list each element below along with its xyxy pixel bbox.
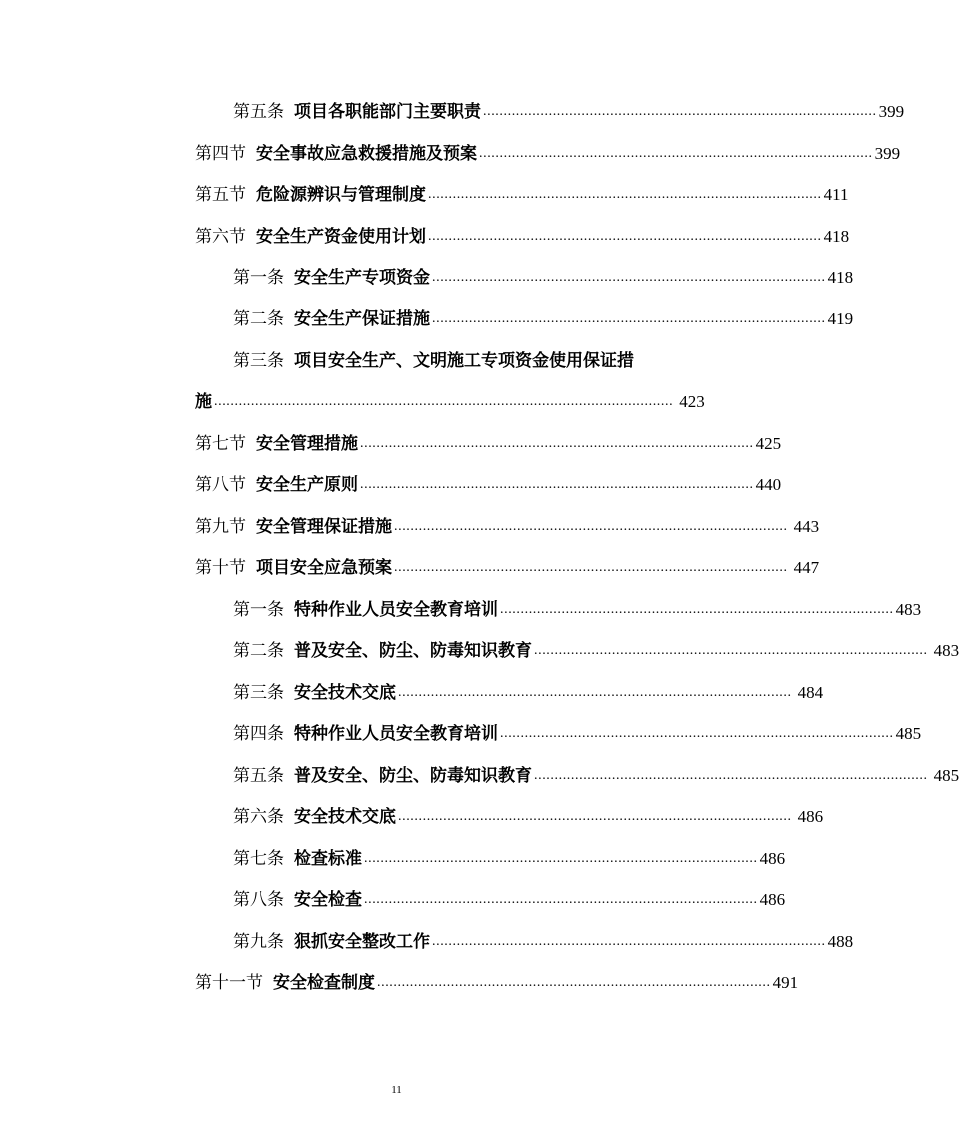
toc-entry-title: 安全生产资金使用计划 xyxy=(256,227,426,247)
toc-entry-title: 安全生产原则 xyxy=(256,475,358,495)
toc-entry-number: 第二条 xyxy=(233,309,284,329)
toc-entry[interactable] xyxy=(195,220,850,248)
dot-leader: ................................................................................................ xyxy=(364,892,758,907)
toc-entry-title: 项目安全应急预案 xyxy=(256,558,392,578)
dot-leader: ................................................................................................ xyxy=(500,726,894,741)
toc-entry[interactable] xyxy=(233,883,786,911)
toc-entry[interactable] xyxy=(195,468,782,496)
dot-leader: ................................................................................................................ xyxy=(214,394,674,409)
toc-entry[interactable] xyxy=(233,634,959,662)
toc-entry[interactable] xyxy=(195,178,849,206)
dot-leader: ................................................................................................ xyxy=(360,477,754,492)
dot-leader: ................................................................................................ xyxy=(483,104,877,119)
toc-entry-page: 483 xyxy=(895,600,922,619)
toc-entry-page: 488 xyxy=(827,932,854,951)
toc-entry-page: 425 xyxy=(755,434,782,453)
toc-entry-title: 危险源辨识与管理制度 xyxy=(256,185,426,205)
toc-entry-title: 安全技术交底 xyxy=(294,807,396,827)
toc-entry-number: 第六条 xyxy=(233,807,284,827)
dot-leader: ................................................................................................ xyxy=(432,270,826,285)
toc-entry-number: 第一条 xyxy=(233,600,284,620)
toc-entry-number: 第六节 xyxy=(195,227,246,247)
toc-entry-title: 检查标准 xyxy=(294,849,362,869)
dot-leader: ................................................................................................ xyxy=(360,436,754,451)
toc-entry-page: 418 xyxy=(827,268,854,287)
toc-entry-title: 安全检查 xyxy=(294,890,362,910)
toc-entry-title: 项目各职能部门主要职责 xyxy=(294,102,481,122)
toc-entry-page: 399 xyxy=(878,102,905,121)
toc-entry-title: 安全生产保证措施 xyxy=(294,309,430,329)
toc-entry[interactable] xyxy=(233,261,854,289)
toc-entry-page: 485 xyxy=(933,766,959,785)
dot-leader: ................................................................................................ xyxy=(500,602,894,617)
dot-leader: ................................................................................................ xyxy=(377,975,771,990)
toc-entry-title: 普及安全、防尘、防毒知识教育 xyxy=(294,766,532,786)
toc-entry-number: 第二条 xyxy=(233,641,284,661)
toc-entry-title: 安全生产专项资金 xyxy=(294,268,430,288)
toc-entry-number: 第十节 xyxy=(195,558,246,578)
dot-leader: ................................................................................................ xyxy=(534,643,928,658)
toc-entry-number: 第五节 xyxy=(195,185,246,205)
toc-entry-title: 安全管理措施 xyxy=(256,434,358,454)
dot-leader: ................................................................................................ xyxy=(428,187,822,202)
toc-entry[interactable] xyxy=(195,510,820,538)
toc-entry[interactable] xyxy=(195,551,820,579)
dot-leader: ................................................................................................ xyxy=(398,809,792,824)
toc-entry-number: 第八节 xyxy=(195,475,246,495)
toc-entry[interactable] xyxy=(233,842,786,870)
toc-entry-number: 第一条 xyxy=(233,268,284,288)
toc-entry-number: 第五条 xyxy=(233,102,284,122)
toc-entry[interactable] xyxy=(195,966,799,994)
toc-entry-number: 第四节 xyxy=(195,144,246,164)
toc-entry[interactable] xyxy=(233,344,672,372)
toc-entry-title: 安全检查制度 xyxy=(273,973,375,993)
toc-entry-title: 项目安全生产、文明施工专项资金使用保证措 xyxy=(294,351,634,371)
page-number: 11 xyxy=(391,1084,402,1096)
toc-entry-number: 第五条 xyxy=(233,766,284,786)
toc-entry-number: 第七条 xyxy=(233,849,284,869)
toc-entry-number: 第十一节 xyxy=(195,973,263,993)
toc-entry-title-continuation: 施 xyxy=(195,392,212,412)
toc-entry[interactable] xyxy=(233,95,905,123)
toc-entry[interactable] xyxy=(233,800,824,828)
toc-entry[interactable] xyxy=(233,676,824,704)
toc-entry[interactable] xyxy=(233,717,922,745)
toc-entry-page: 411 xyxy=(823,185,849,204)
toc-entry-page: 485 xyxy=(895,724,922,743)
toc-entry-number: 第四条 xyxy=(233,724,284,744)
toc-entry[interactable] xyxy=(195,137,901,165)
toc-entry-title: 特种作业人员安全教育培训 xyxy=(294,724,498,744)
toc-entry-page: 486 xyxy=(759,849,786,868)
toc-entry-page: 486 xyxy=(797,807,824,826)
toc-entry-page: 447 xyxy=(793,558,820,577)
toc-entry[interactable] xyxy=(233,759,959,787)
toc-entry-number: 第三条 xyxy=(233,683,284,703)
toc-entry-title: 安全事故应急救援措施及预案 xyxy=(256,144,477,164)
toc-entry-page: 399 xyxy=(874,144,901,163)
toc-entry-title: 特种作业人员安全教育培训 xyxy=(294,600,498,620)
toc-entry-page: 418 xyxy=(823,227,850,246)
dot-leader: ................................................................................................ xyxy=(394,519,788,534)
toc-entry-title: 普及安全、防尘、防毒知识教育 xyxy=(294,641,532,661)
toc-entry-title: 安全管理保证措施 xyxy=(256,517,392,537)
toc-entry[interactable] xyxy=(233,302,854,330)
toc-entry-title: 安全技术交底 xyxy=(294,683,396,703)
toc-entry[interactable] xyxy=(195,427,782,455)
toc-entry-page: 483 xyxy=(933,641,959,660)
toc-entry-page: 491 xyxy=(772,973,799,992)
toc-entry-page: 419 xyxy=(827,309,854,328)
toc-entry-page: 440 xyxy=(755,475,782,494)
toc-entry-number: 第九节 xyxy=(195,517,246,537)
toc-entry-page: 486 xyxy=(759,890,786,909)
toc-entry-page: 423 xyxy=(679,392,705,411)
toc-entry-number: 第七节 xyxy=(195,434,246,454)
dot-leader: ................................................................................................ xyxy=(432,934,826,949)
dot-leader: ................................................................................................ xyxy=(394,560,788,575)
dot-leader: ................................................................................................ xyxy=(428,229,822,244)
toc-entry[interactable] xyxy=(233,593,922,621)
toc-entry-page: 484 xyxy=(797,683,824,702)
toc-entry-continuation[interactable] xyxy=(195,385,705,413)
dot-leader: ................................................................................................ xyxy=(534,768,928,783)
dot-leader: ................................................................................................ xyxy=(398,685,792,700)
toc-entry-number: 第八条 xyxy=(233,890,284,910)
toc-entry-title: 狠抓安全整改工作 xyxy=(294,932,430,952)
dot-leader: ................................................................................................ xyxy=(479,146,873,161)
dot-leader: ................................................................................................ xyxy=(364,851,758,866)
toc-entry[interactable] xyxy=(233,925,854,953)
dot-leader: ................................................................................................ xyxy=(432,311,826,326)
toc-entry-number: 第九条 xyxy=(233,932,284,952)
toc-entry-number: 第三条 xyxy=(233,351,284,371)
toc-entry-page: 443 xyxy=(793,517,820,536)
